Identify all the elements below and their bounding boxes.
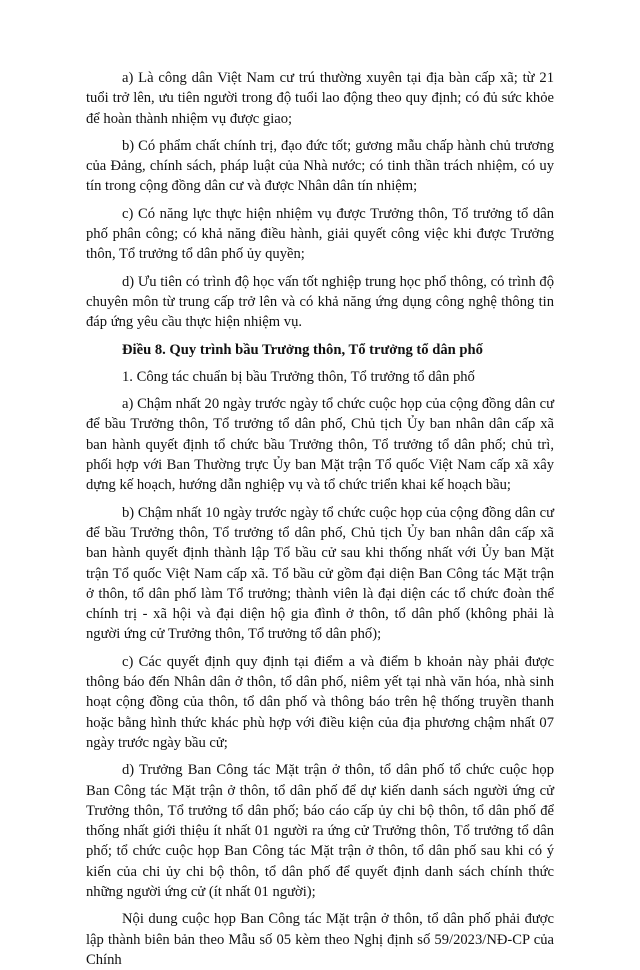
article-8-heading: Điều 8. Quy trình bầu Trưởng thôn, Tổ trưởng tổ dân phố (122, 341, 483, 358)
clause-1-heading: 1. Công tác chuẩn bị bầu Trưởng thôn, Tổ trưởng tổ dân phố (122, 368, 475, 385)
point-c-paragraph: c) Các quyết định quy định tại điểm a và điểm b khoản này phải được thông báo đến Nhân dân ở thôn, tổ dân phố, niêm yết tại nhà văn hóa, nhà sinh hoạt cộng đồng của thôn, tổ dân phố và thông báo trên hệ thống truyền thanh hoặc bằng hình thức khác phù hợp với điều kiện của địa phương chậm nhất 07 ngày trước ngày bầu cử; (86, 653, 554, 751)
criterion-d-paragraph: d) Ưu tiên có trình độ học vấn tốt nghiệp trung học phổ thông, có trình độ chuyên môn từ trung cấp trở lên và có khả năng ứng dụng công nghệ thông tin đáp ứng yêu cầu thực hiện nhiệm vụ. (86, 273, 554, 331)
point-b-paragraph: b) Chậm nhất 10 ngày trước ngày tổ chức cuộc họp của cộng đồng dân cư để bầu Trưởng thôn, Tổ trưởng tổ dân phố, Chủ tịch Ủy ban nhân dân cấp xã ban hành quyết định thành lập Tổ bầu cử sau khi thống nhất với Ủy ban Mặt trận Tổ quốc Việt Nam cấp xã. Tổ bầu cử gồm đại diện Ban Công tác Mặt trận ở thôn, tổ dân phố làm Tổ trưởng; thành viên là đại diện các tổ chức đoàn thể chính trị - xã hội và đại diện hộ gia đình ở thôn, tổ dân phố (không phải là người ứng cử Trưởng thôn, Tổ trưởng tổ dân phố); (86, 504, 554, 643)
point-d-paragraph: d) Trưởng Ban Công tác Mặt trận ở thôn, tổ dân phố tổ chức cuộc họp Ban Công tác Mặt trận ở thôn, tổ dân phố để dự kiến danh sách người ứng cử Trưởng thôn, Tổ trưởng tổ dân phố; báo cáo cấp ủy chi bộ thôn, tổ dân phố để thống nhất giới thiệu ít nhất 01 người ra ứng cử Trưởng thôn, Tổ trưởng tổ dân phố; tổ chức cuộc họp Ban Công tác Mặt trận ở thôn, tổ dân phố sau khi có ý kiến của chi ủy chi bộ thôn, tổ dân phố để quyết định danh sách chính thức những người ứng cử (ít nhất 01 người); (86, 762, 554, 900)
criterion-b-paragraph: b) Có phẩm chất chính trị, đạo đức tốt; gương mẫu chấp hành chủ trương của Đảng, chính sách, pháp luật của Nhà nước; có tinh thần trách nhiệm, có uy tín trong cộng đồng dân cư và được Nhân dân tín nhiệm; (86, 137, 554, 195)
point-a-paragraph: a) Chậm nhất 20 ngày trước ngày tổ chức cuộc họp của cộng đồng dân cư để bầu Trưởng thôn, Tổ trưởng tổ dân phố, Chủ tịch Ủy ban nhân dân cấp xã ban hành quyết định tổ chức bầu Trưởng thôn, Tổ trưởng tổ dân phố; chủ trì, phối hợp với Ban Thường trực Ủy ban Mặt trận Tổ quốc Việt Nam cấp xã xây dựng kế hoạch, hướng dẫn nghiệp vụ và tổ chức triển khai kế hoạch bầu; (86, 396, 554, 494)
criterion-a-paragraph: a) Là công dân Việt Nam cư trú thường xuyên tại địa bàn cấp xã; từ 21 tuổi trở lên, ưu tiên người trong độ tuổi lao động theo quy định; có đủ sức khỏe để hoàn thành nhiệm vụ được giao; (86, 70, 554, 127)
criterion-c-paragraph: c) Có năng lực thực hiện nhiệm vụ được Trưởng thôn, Tổ trưởng tổ dân phố phân công; có khả năng điều hành, giải quyết công việc khi được Trưởng thôn, Tổ trưởng tổ dân phố ủy quyền; (86, 205, 554, 263)
meeting-minutes-paragraph: Nội dung cuộc họp Ban Công tác Mặt trận ở thôn, tổ dân phố phải được lập thành biên bản theo Mẫu số 05 kèm theo Nghị định số 59/2023/NĐ-CP của Chính (86, 911, 554, 968)
